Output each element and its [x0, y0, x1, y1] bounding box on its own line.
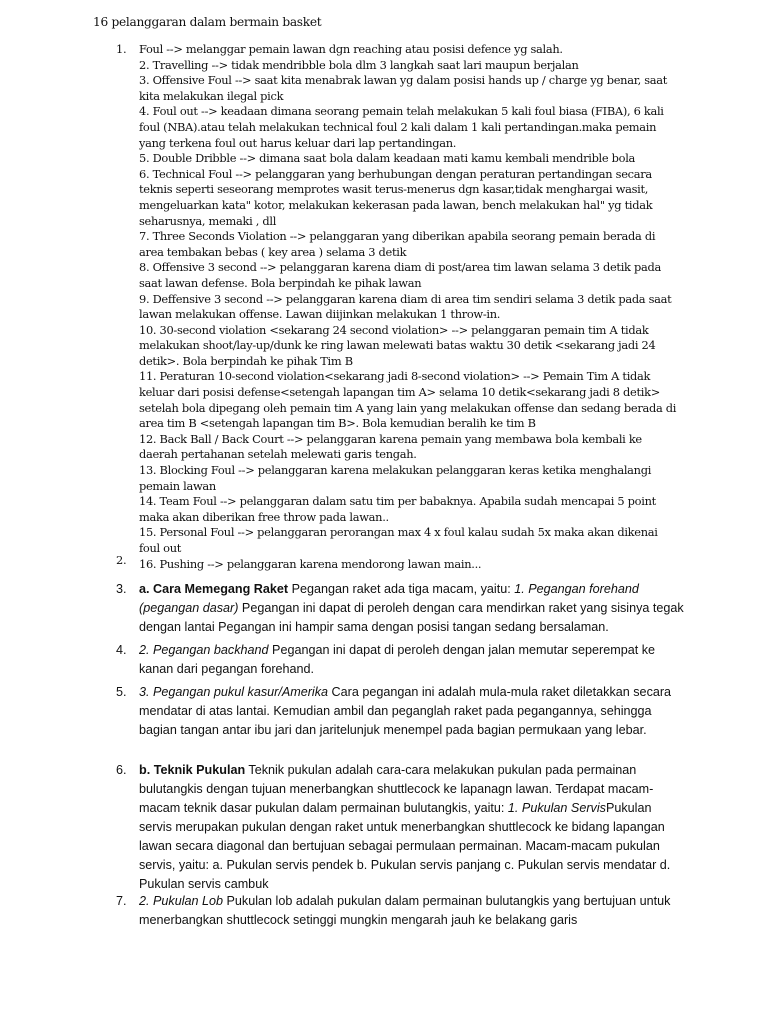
list-number: 6.: [116, 763, 127, 777]
list-line: 2. Travelling --> tidak mendribble bola dlm 3 langkah saat lari maupun berjalan: [139, 57, 579, 72]
italic-term: 3. Pegangan pukul kasur/Amerika: [139, 685, 329, 699]
paragraph-text: Cara pegangan ini adalah mula-mula raket diletakkan secara mendatar di atas lantai. Kemudian ambil dan peganglah raket pada pegangannya, sehingga bagian tangan antar ibu jari dan jaritelunjuk menempel pada bagian permukaan yang lebar.: [139, 685, 672, 737]
document-title: 16 pelanggaran dalam bermain basket: [93, 15, 322, 29]
heading-stroke-technique: b. Teknik Pukulan: [139, 763, 246, 777]
list-line: Foul --> melanggar pemain lawan dgn reaching atau posisi defence yg salah.: [139, 42, 563, 56]
list-line: 5. Double Dribble --> dimana saat bola dalam keadaan mati kamu kembali mendrible bola: [139, 151, 636, 166]
list-line: 8. Offensive 3 second --> pelanggaran karena diam di post/area tim lawan selama 3 detik pada: [139, 260, 661, 275]
paragraph-american-grip: [139, 683, 684, 740]
italic-term: 1. Pukulan Servis: [507, 801, 606, 815]
list-line: setelah bola dipegang oleh pemain tim A yang lain yang melakukan offense dan sedang berada di: [139, 400, 677, 415]
paragraph-backhand-grip: [139, 641, 684, 679]
list-line: 12. Back Ball / Back Court --> pelanggaran karena pemain yang membawa bola kembali ke: [139, 431, 642, 446]
italic-term: 2. Pukulan Lob: [139, 894, 224, 908]
list-number: 3.: [116, 582, 127, 596]
list-line: area tembakan bebas ( key area ) selama 3 detik: [139, 244, 407, 259]
paragraph-lob-stroke: [139, 892, 684, 930]
list-line: teknis seperti seseorang memprotes wasit terus-menerus dgn kasar,tidak menghargai wasit,: [139, 182, 649, 197]
italic-term: 1. Pegangan forehand (pegangan dasar): [139, 582, 639, 615]
list-line: 7. Three Seconds Violation --> pelanggaran yang diberikan apabila seorang pemain berada di: [139, 229, 656, 244]
list-line: daerah pertahanan setelah melewati garis tengah.: [139, 447, 417, 462]
list-line: 6. Technical Foul --> pelanggaran yang berhubungan dengan peraturan pertandingan secara: [139, 166, 652, 181]
list-number: 4.: [116, 643, 127, 657]
list-number: 2.: [116, 553, 127, 567]
heading-racket-grip: a. Cara Memegang Raket: [139, 582, 289, 596]
paragraph-text: Pegangan ini dapat di peroleh dengan cara mendirkan raket yang sisinya tegak dengan lantai Pegangan ini hampir sama dengan posisi tangan sedang bersalaman.: [139, 601, 684, 634]
list-number: 7.: [116, 894, 127, 908]
list-line: kita melakukan ilegal pick: [139, 88, 284, 103]
list-line: detik>. Bola berpindah ke pihak Tim B: [139, 353, 353, 368]
italic-term: 2. Pegangan backhand: [139, 643, 269, 657]
list-line: melakukan shoot/lay-up/dunk ke ring lawan melewati batas waktu 30 detik <sekarang jadi 24: [139, 338, 656, 353]
list-line: 14. Team Foul --> pelanggaran dalam satu tim per babaknya. Apabila sudah mencapai 5 point: [139, 494, 656, 509]
list-number: 5.: [116, 685, 127, 699]
list-line: area tim B <setengah lapangan tim B>. Bola kemudian beralih ke tim B: [139, 416, 536, 431]
list-line: pemain lawan: [139, 478, 216, 493]
paragraph-text: Pukulan lob adalah pukulan dalam permainan bulutangkis yang bertujuan untuk menerbangkan shuttlecock setinggi mungkin mengarah jauh ke belakang garis: [139, 894, 671, 927]
list-line: mengeluarkan kata" kotor, melakukan kekerasan pada lawan, bench melakukan hal" yg tidak: [139, 197, 653, 212]
paragraph-stroke-technique: [139, 761, 684, 894]
basket-foul-list: [139, 42, 679, 572]
list-line: maka akan diberikan free throw pada lawan..: [139, 509, 389, 524]
paragraph-text: Pegangan ini dapat di peroleh dengan jalan memutar seperempat ke kanan dari pegangan forehand.: [139, 643, 656, 676]
paragraph-text: Teknik pukulan adalah cara-cara melakukan pukulan pada permainan bulutangkis dengan tujuan menerbangkan shuttlecock ke lapanagn lawan. Terdapat macam-macam teknik dasar pukulan dalam permainan bulutangkis, yaitu:: [139, 763, 654, 815]
list-line: 3. Offensive Foul --> saat kita menabrak lawan yg dalam posisi hands up / charge yg benar, saat: [139, 73, 668, 88]
list-number: 1.: [116, 42, 127, 56]
list-line: 4. Foul out --> keadaan dimana seorang pemain telah melakukan 5 kali foul biasa (FIBA), 6 kali: [139, 104, 664, 119]
list-line: 13. Blocking Foul --> pelanggaran karena melakukan pelanggaran keras ketika menghalangi: [139, 463, 652, 478]
list-line: yang terkena foul out harus keluar dari lap pertandingan.: [139, 135, 457, 150]
list-line: keluar dari posisi defense<setengah lapangan tim A> selama 10 detik<sekarang jadi 8 detik>: [139, 385, 660, 400]
list-line: 16. Pushing --> pelanggaran karena mendorong lawan main...: [139, 556, 482, 571]
paragraph-text: Pegangan raket ada tiga macam, yaitu:: [288, 582, 515, 596]
paragraph-racket-grip: [139, 580, 684, 637]
paragraph-text: Pukulan servis merupakan pukulan dengan raket untuk menerbangkan shuttlecock ke bidang lapangan lawan secara diagonal dan bertujuan sebagai permulaan permainan. Macam-macam pukulan servis, yaitu: a. Pukulan servis pendek b. Pukulan servis panjang c. Pukulan servis mendatar d. Pukulan servis cambuk: [139, 801, 671, 891]
list-line: foul out: [139, 541, 182, 555]
list-line: seharusnya, memaki , dll: [139, 213, 277, 228]
list-line: lawan melakukan offense. Lawan diijinkan melakukan 1 throw-in.: [139, 307, 501, 322]
list-line: 10. 30-second violation <sekarang 24 second violation> --> pelanggaran pemain tim A tidak: [139, 322, 649, 337]
list-line: foul (NBA).atau telah melakukan technical foul 2 kali dalam 1 kali pertandingan.maka pemain: [139, 119, 657, 134]
list-line: 11. Peraturan 10-second violation<sekarang jadi 8-second violation> --> Pemain Tim A tidak: [139, 369, 651, 384]
list-line: 9. Deffensive 3 second --> pelanggaran karena diam di area tim sendiri selama 3 detik pada saat: [139, 291, 672, 306]
list-line: saat lawan defense. Bola berpindah ke pihak lawan: [139, 275, 422, 290]
list-line: 15. Personal Foul --> pelanggaran perorangan max 4 x foul kalau sudah 5x maka akan dikenai: [139, 525, 658, 540]
